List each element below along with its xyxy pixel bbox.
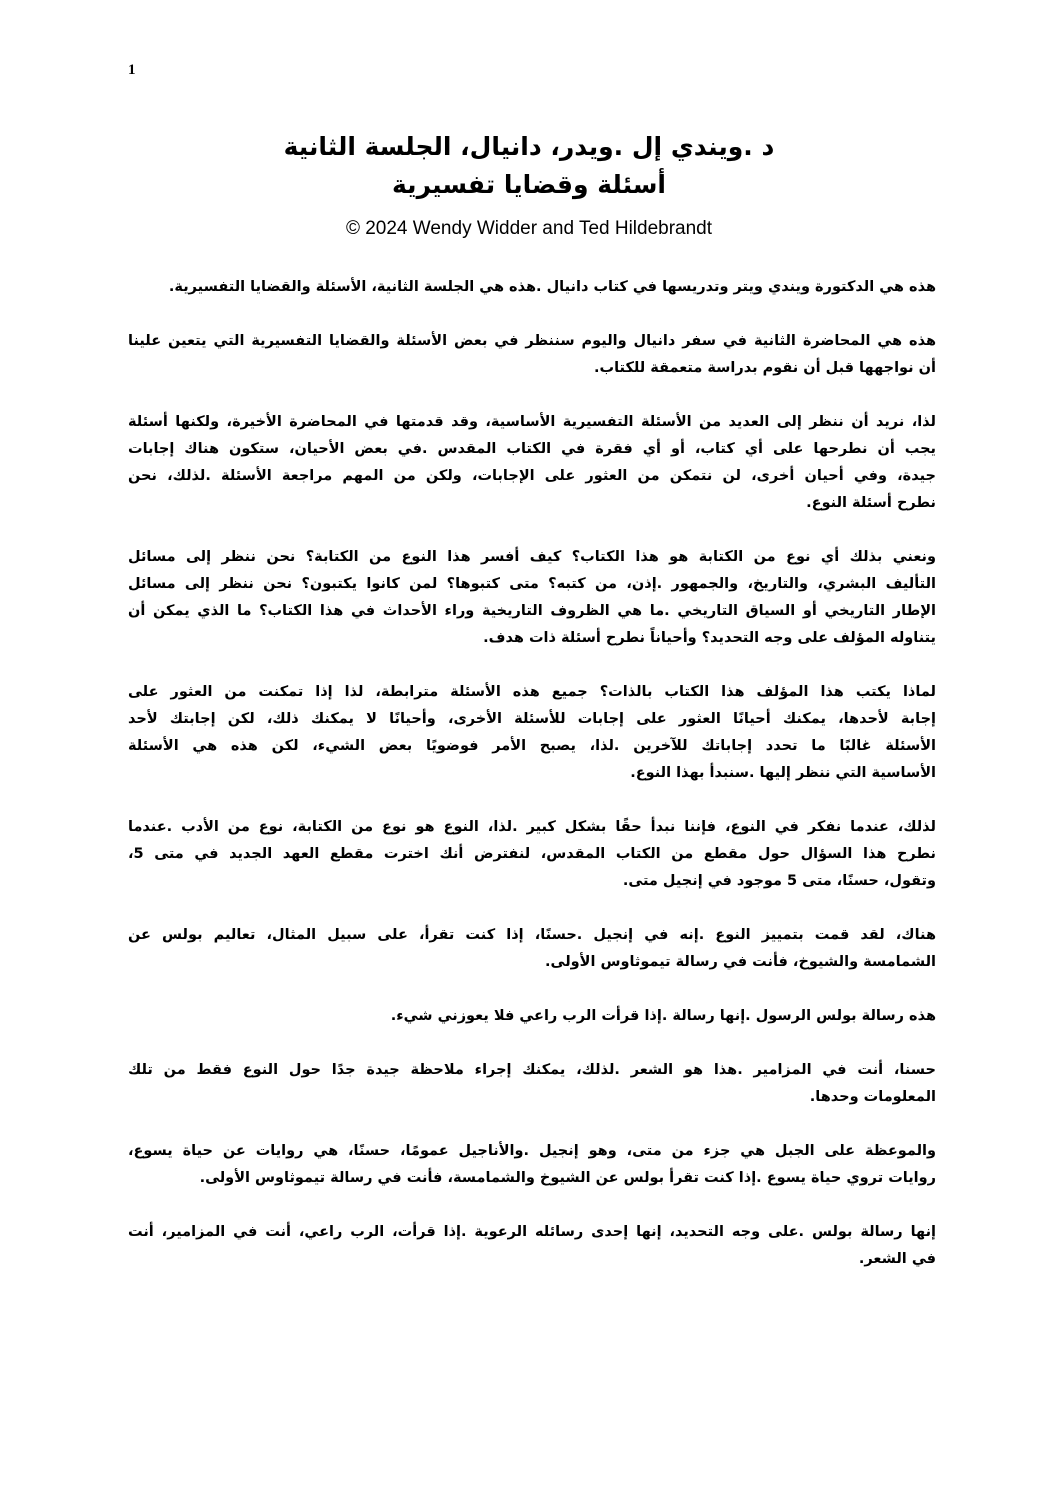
text-line: لذلك، عندما نفكر في النوع، فإننا نبدأ حقًا بشكل كبير .لذا، النوع هو نوع من الكتابة، نوع من الأدب .عندما [128, 819, 936, 835]
text-line: نطرح أسئلة النوع. [806, 495, 936, 511]
text-line: هناك، لقد قمت بتمييز النوع .إنه في إنجيل .حسنًا، إذا كنت تقرأ، على سبيل المثال، تعاليم بولس عن [128, 927, 936, 943]
paragraph [128, 328, 936, 382]
text-line: المعلومات وحدها. [809, 1089, 936, 1105]
text-line: روايات تروي حياة يسوع .إذا كنت تقرأ بولس عن الشيوخ والشمامسة، فأنت في رسالة تيموثاوس الأولى. [199, 1170, 936, 1186]
text-line: أن نواجهها قبل أن نقوم بدراسة متعمقة للكتاب. [594, 360, 936, 376]
paragraph [128, 1003, 936, 1030]
text-line: حسنا، أنت في المزامير .هذا هو الشعر .لذلك، يمكنك إجراء ملاحظة جيدة جدًا حول النوع فقط من تلك [128, 1062, 936, 1078]
text-line: يتناوله المؤلف على وجه التحديد؟ وأحياناً نطرح أسئلة ذات هدف. [483, 630, 936, 646]
text-line: جيدة، وفي أحيان أخرى، لن نتمكن من العثور على الإجابات، ولكن من المهم مراجعة الأسئلة .لذلك، نحن [128, 468, 936, 484]
paragraph [128, 1219, 936, 1273]
text-line: ونعني بذلك أي نوع من الكتابة هو هذا الكتاب؟ كيف أفسر هذا النوع من الكتابة؟ نحن ننظر إلى مسائل [128, 549, 936, 565]
text-line: وتقول، حسنًا، متى 5 موجود في إنجيل متى. [622, 873, 936, 889]
text-line: والموعظة على الجبل هي جزء من متى، وهو إنجيل .والأناجيل عمومًا، حسنًا، هي روايات عن حياة يسوع، [128, 1143, 936, 1159]
page-number: 1 [128, 62, 136, 78]
text-line: الإطار التاريخي أو السياق التاريخي .ما هي الظروف التاريخية وراء الأحداث في هذا الكتاب؟ ما الذي يمكن أن [128, 603, 936, 619]
text-line: يجب أن نطرحها على أي كتاب، أو أي فقرة في الكتاب المقدس .في بعض الأحيان، ستكون هناك إجابات [128, 441, 936, 457]
paragraph [128, 544, 936, 652]
paragraph [128, 274, 936, 301]
text-line: الأسئلة غالبًا ما تحدد إجاباتك للآخرين .لذا، يصبح الأمر فوضويًا بعض الشيء، لكن هذه هي الأسئلة [128, 738, 936, 754]
paragraph [128, 679, 936, 787]
text-line: لذا، نريد أن ننظر إلى العديد من الأسئلة التفسيرية الأساسية، وقد قدمتها في المحاضرة الأخيرة، ولكنها أسئلة [128, 414, 936, 430]
text-line: في الشعر. [858, 1251, 936, 1267]
paragraph [128, 922, 936, 976]
text-line: الأساسية التي ننظر إليها .سنبدأ بهذا النوع. [630, 765, 936, 781]
document-subtitle: أسئلة وقضايا تفسيرية [392, 170, 666, 199]
text-line: نطرح هذا السؤال حول مقطع من الكتاب المقدس، لنفترض أنك اخترت مقطع العهد الجديد في متى 5، [128, 846, 936, 862]
document-title: د .ويندي إل .ويدر، دانيال، الجلسة الثانية [283, 132, 775, 161]
text-line: هذه رسالة بولس الرسول .إنها رسالة .إذا قرأت الرب راعي فلا يعوزني شيء. [390, 1008, 936, 1024]
text-line: هذه هي المحاضرة الثانية في سفر دانيال واليوم سننظر في بعض الأسئلة والقضايا التفسيرية التي يتعين علينا [128, 333, 936, 349]
document-body [128, 274, 936, 1300]
text-line: إنها رسالة بولس .على وجه التحديد، إنها إحدى رسائله الرعوية .إذا قرأت، الرب راعي، أنت في المزامير، أنت [128, 1224, 936, 1240]
text-line: إجابة لأحدها، يمكنك أحيانًا العثور على إجابات للأسئلة الأخرى، وأحيانًا لا يمكنك ذلك، لكن إجابتك لأحد [128, 711, 936, 727]
text-line: لماذا يكتب هذا المؤلف هذا الكتاب بالذات؟ جميع هذه الأسئلة مترابطة، لذا إذا تمكنت من العثور على [128, 684, 936, 700]
paragraph [128, 814, 936, 895]
text-line: هذه هي الدكتورة ويندي ويتر وتدريسها في كتاب دانيال .هذه هي الجلسة الثانية، الأسئلة والقضايا التفسيرية. [168, 279, 936, 295]
paragraph [128, 1057, 936, 1111]
text-line: الشمامسة والشيوخ، فأنت في رسالة تيموثاوس الأولى. [545, 954, 936, 970]
paragraph [128, 409, 936, 517]
copyright-line: © 2024 Wendy Widder and Ted Hildebrandt [345, 218, 713, 239]
text-line: التأليف البشري، والتاريخ، والجمهور .إذن، من كتبه؟ متى كتبوها؟ لمن كانوا يكتبون؟ نحن ننظر إلى مسائل [128, 576, 936, 592]
paragraph [128, 1138, 936, 1192]
